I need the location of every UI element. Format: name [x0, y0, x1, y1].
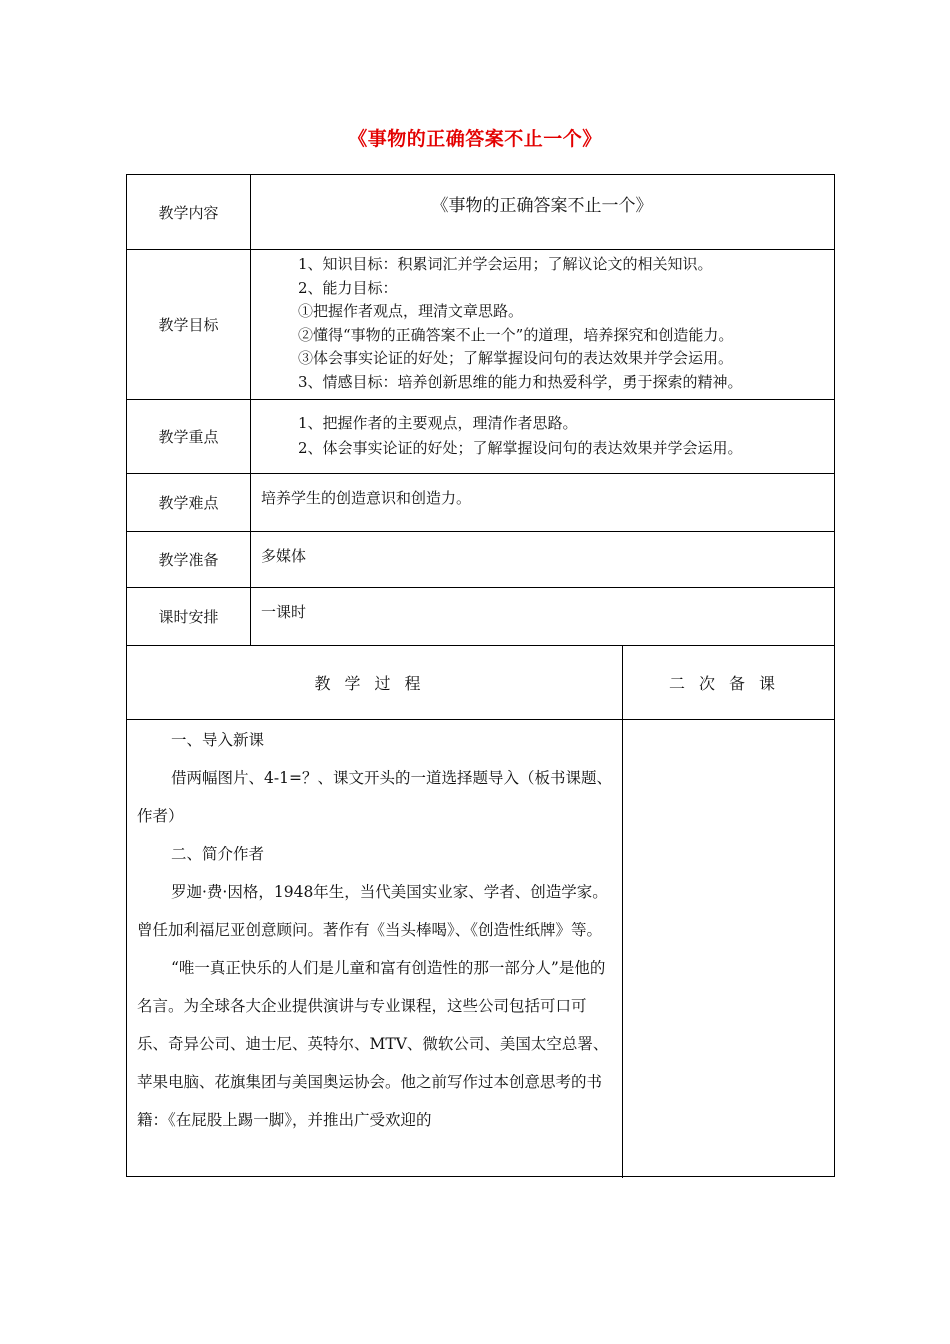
section-heading: 一、导入新课 [171, 731, 265, 749]
difficulty-cell [250, 473, 834, 531]
goal-line: 1、知识目标：积累词汇并学会运用；了解议论文的相关知识。 [298, 255, 713, 273]
label-schedule: 课时安排 [158, 607, 219, 626]
preparation-cell [250, 531, 834, 587]
goal-line: 3、情感目标：培养创新思维的能力和热爱科学，勇于探索的精神。 [298, 372, 743, 391]
process-header-right: 二次备课 [668, 673, 789, 693]
process-header-left: 教学过程 [314, 673, 435, 693]
paragraph: 借两幅图片、4-1=？、课文开头的一道选择题导入（板书课题、作者） [137, 769, 612, 825]
document-title: 《事物的正确答案不止一个》 [348, 128, 602, 150]
paragraph: 罗迦·费·因格，1948年生，当代美国实业家、学者、创造学家。曾任加利福尼亚创意顾问。著作有《当头棒喝》、《创造性纸牌》等。 [137, 883, 608, 939]
label-goals: 教学目标 [158, 315, 219, 334]
key-points-cell [250, 399, 834, 473]
paragraph: “唯一真正快乐的人们是儿童和富有创造性的那一部分人”是他的名言。为全球各大企业提供演讲与专业课程，这些公司包括可口可乐、奇异公司、迪士尼、英特尔、MTV、微软公司、美国太空总署、苹果电脑、花旗集团与美国奥运协会。他之前写作过本创意思考的书籍：《在屁股上踢一脚》，并推出广受欢迎的 [137, 959, 609, 1129]
section-heading: 二、简介作者 [171, 845, 265, 863]
content-value-cell [250, 175, 834, 249]
schedule-cell [250, 587, 834, 645]
label-difficulty: 教学难点 [158, 493, 219, 512]
key-point-line: 1、把握作者的主要观点，理清作者思路。 [298, 414, 578, 432]
difficulty-value: 培养学生的创造意识和创造力。 [261, 489, 472, 507]
label-preparation: 教学准备 [158, 550, 219, 569]
goals-cell [250, 249, 834, 399]
schedule-value: 一课时 [261, 603, 307, 621]
goal-line: ①把握作者观点，理清文章思路。 [298, 302, 524, 320]
key-point-line: 2、体会事实论证的好处；了解掌握设问句的表达效果并学会运用。 [298, 439, 743, 457]
process-body [137, 721, 613, 1139]
label-content: 教学内容 [158, 203, 219, 222]
goal-line: 2、能力目标： [298, 278, 398, 297]
preparation-value: 多媒体 [261, 547, 307, 565]
goal-line: ②懂得“事物的正确答案不止一个”的道理，培养探究和创造能力。 [298, 325, 734, 344]
label-key-points: 教学重点 [158, 427, 219, 446]
content-title: 《事物的正确答案不止一个》 [431, 196, 653, 216]
lesson-plan-table [126, 174, 835, 1177]
goal-line: ③体会事实论证的好处；了解掌握设问句的表达效果并学会运用。 [298, 349, 734, 367]
